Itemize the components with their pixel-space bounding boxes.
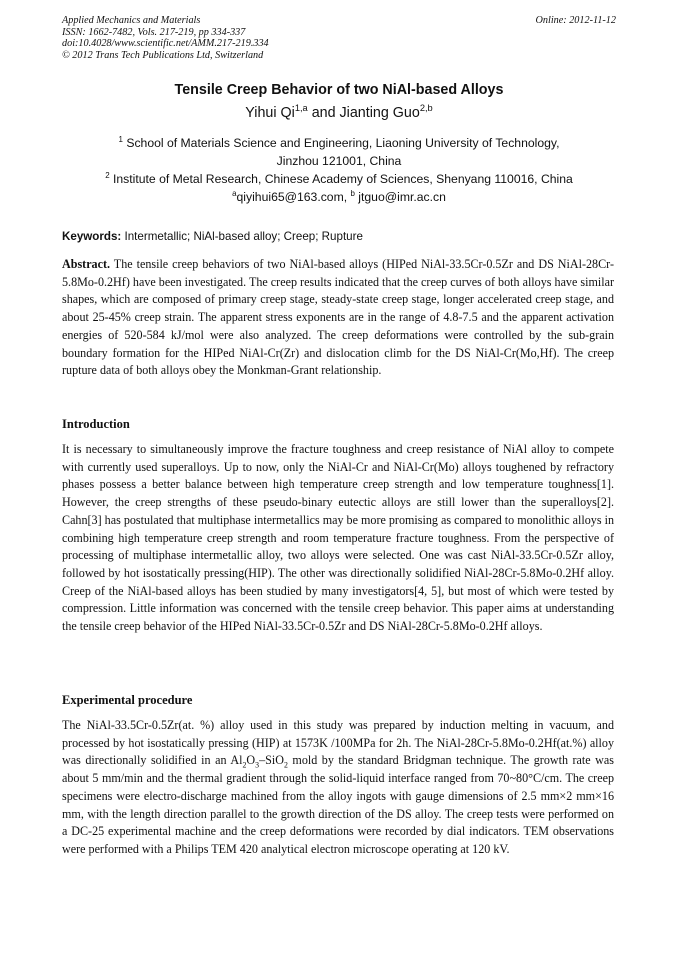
keywords [62,230,363,243]
authors-and: and [307,105,340,121]
affiliation-2: $^2$ Institute of Metal Research, Chinese Academy of Sciences, Shenyang 110016, China [105,170,573,186]
abstract [62,256,614,380]
affiliation-2-sup: 2 [105,170,110,180]
doi: doi:10.4028/www.scientific.net/AMM.217-219.334 [62,38,269,50]
introduction-heading: Introduction [62,417,130,431]
abstract-label: Abstract. [62,257,111,271]
affiliation-1-sup: 1 [118,134,123,144]
keywords-text: Intermetallic; NiAl-based alloy; Creep; Rupture [121,230,363,243]
affiliation-1-line-1: $^1$ School of Materials Science and Engineering, Liaoning University of Technology, [118,134,560,150]
journal-header [62,15,616,61]
issn: ISSN: 1662-7482, Vols. 217-219, pp 334-337 [62,26,246,38]
authors [0,105,678,121]
emails: $^a$qiyihui65@163.com, $^b$ jtguo@imr.ac.cn [232,188,446,204]
copyright: © 2012 Trans Tech Publications Ltd, Switzerland [62,49,264,61]
experimental-text: The NiAl-33.5Cr-0.5Zr(at. %) alloy used in this study was prepared by induction melting in vacuum, and processed by hot isostatically pressing (HIP) at 1573K /100MPa for 2h. The NiAl-28Cr-5.8Mo-0.2Hf(at.%) alloy was directionally solidified in an $Al_2O_3-SiO_2$ mold by the standard Bridgman technique. The growth rate was about 5 mm/min and the thermal gradient through the solid-liquid interface ranged from 70~80°C/cm. The creep specimens were electro-discharge machined from the alloy ingots with gauge dimensions of 2.5 mm×2 mm×16 mm, with the length direction parallel to the growth direction of the DS alloy. The creep tests were performed on a DC-25 experimental machine and the creep deformations were recorded by dial indicators. TEM observations were performed with a Philips TEM 420 analytical electron microscope operating at 120 kV. [62,718,614,856]
abstract-text: The tensile creep behaviors of two NiAl-based alloys (HIPed NiAl-33.5Cr-0.5Zr and DS NiAl-28Cr-5.8Mo-0.2Hf) have been investigated. The creep results indicated that the creep curves of both alloys have similar shapes, which are composed of primary creep stage, steady-state creep stage, longer accelerated creep stage, and about 25-45% creep strain. The apparent stress exponents are in the range of 4.8-7.5 and the apparent activation energies of 520-584 kJ/mol were also analyzed. The creep deformations were controlled by the sub-grain boundary formation for the HIPed NiAl-Cr(Zr) and dislocation climb for the DS NiAl-Cr(Mo,Hf). The creep rupture data of both alloys obey the Monkman-Grant relationship. [62,257,614,378]
email-a: qiyihui65@163.com, [236,190,351,204]
email-b: jtguo@imr.ac.cn [354,190,446,204]
experimental-heading: Experimental procedure [62,693,193,707]
journal-name: Applied Mechanics and Materials [62,15,201,26]
author-1-affil: 1,a [294,103,308,114]
online-date: Online: 2012-11-12 [535,15,616,26]
author-1: Yihui Qi [245,105,295,121]
paper-title: Tensile Creep Behavior of two NiAl-based Alloys [174,82,504,98]
author-2-affil: 2,b [419,103,433,114]
author-2: Jianting Guo [339,105,420,121]
affiliation-1-line-2: Jinzhou 121001, China [276,154,402,168]
introduction-text: It is necessary to simultaneously improve the fracture toughness and creep resistance of NiAl alloy to compete with currently used superalloys. Up to now, only the NiAl-Cr and NiAl-Cr(Mo) alloys toughened by refractory phases possess a better balance between high temperature creep strength and low temperature toughness[1]. However, the creep strengths of these pseudo-binary eutectic alloys are still lower than the superalloys[2]. Cahn[3] has postulated that multiphase intermetallics may be more promising as compared to monolithic alloys in combining high temperature creep strength and room temperature fracture toughness. From the perspective of processing of multiphase intermetallic alloy, two alloys were selected. One was cast NiAl-33.5Cr-0.5Zr alloy, followed by hot isostatically pressing(HIP). The other was directionally solidified NiAl-28Cr-5.8Mo-0.2Hf alloy. Creep of the NiAl-based alloys has been studied by many investigators[4, 5], but most of which were tested by compression. Little information was concerned with the tensile creep behavior. This paper aims at understanding the tensile creep behavior of the HIPed NiAl-33.5Cr-0.5Zr and DS NiAl-28Cr-5.8Mo-0.2Hf alloys. [62,442,614,634]
keywords-label: Keywords: [62,230,122,243]
